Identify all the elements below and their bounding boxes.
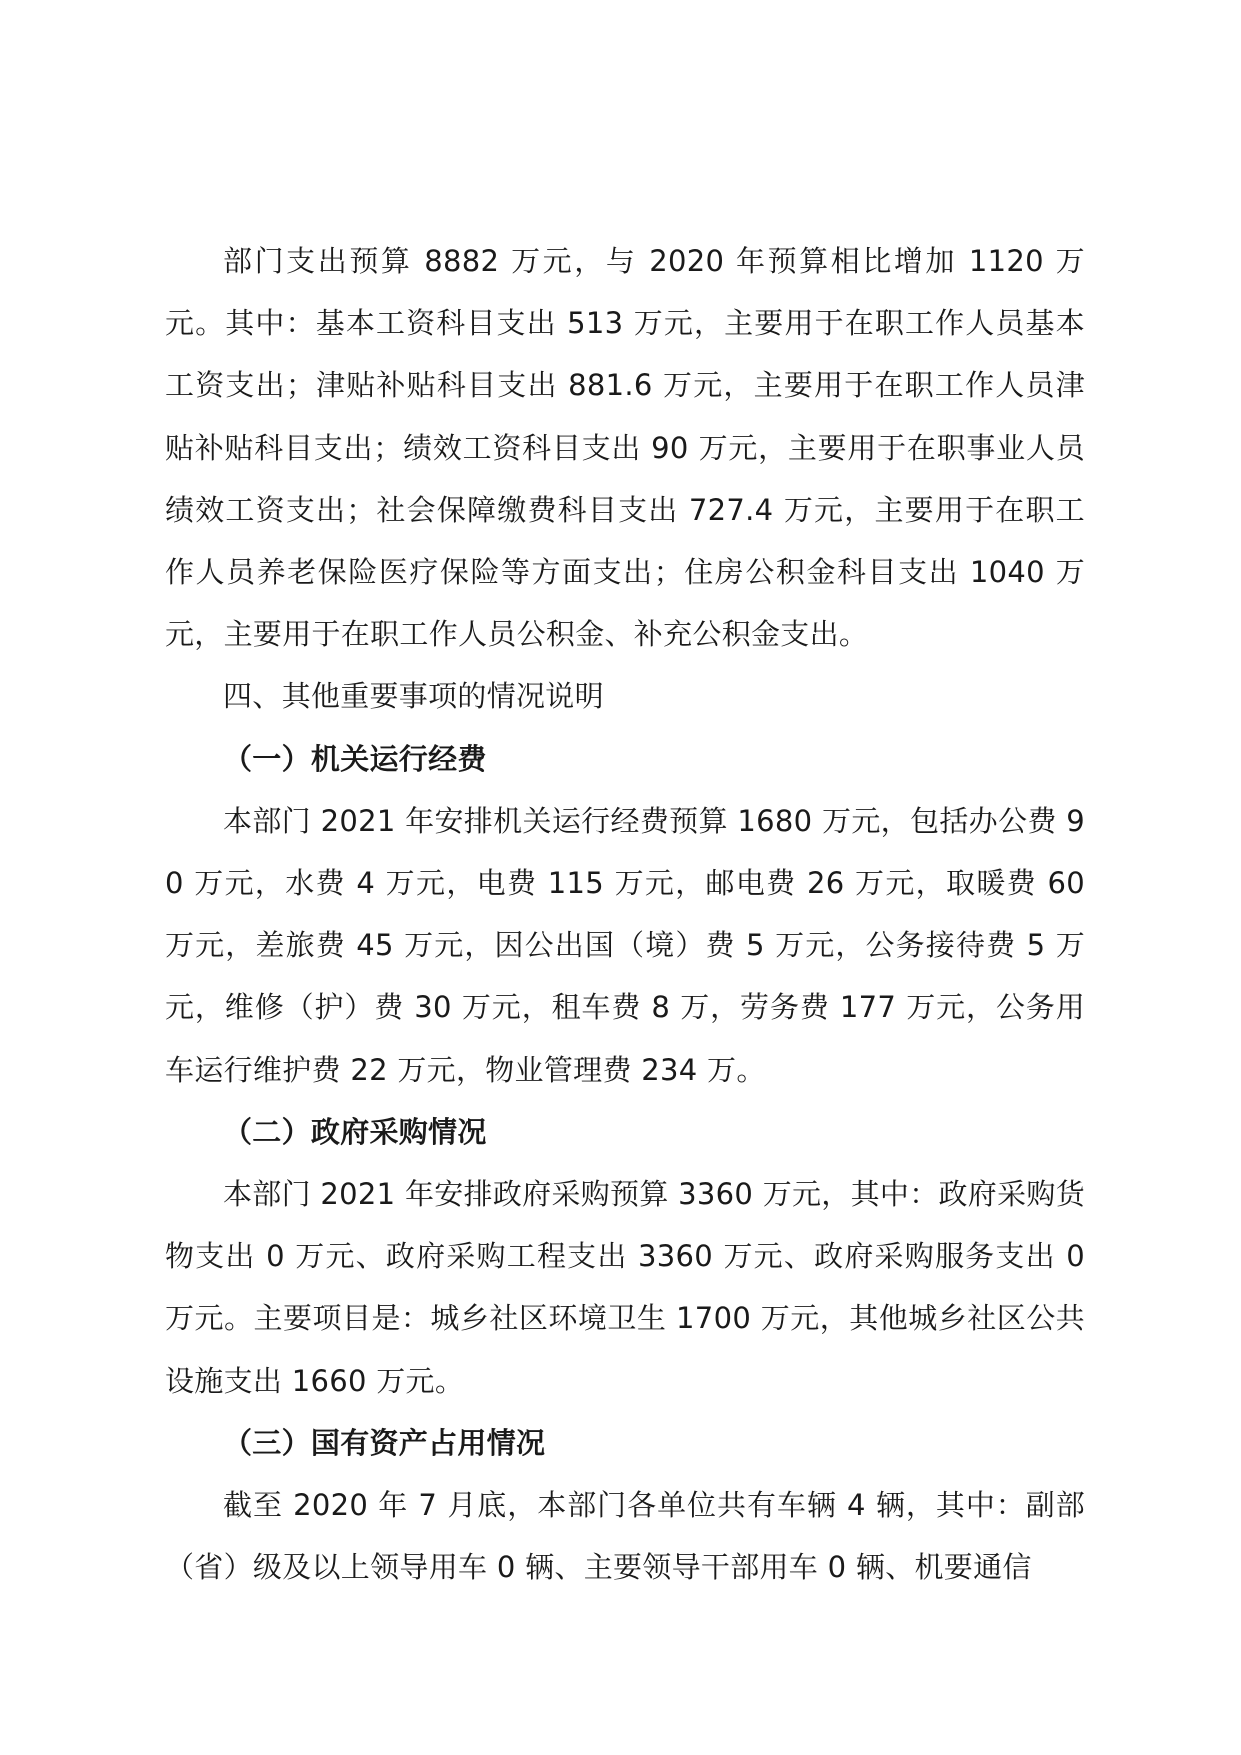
section-title-other-important-matters: 四、其他重要事项的情况说明 (223, 679, 604, 714)
paragraph-government-procurement: 本部门 2021 年安排政府采购预算 3360 万元，其中：政府采购货物支出 0 万元、政府采购工程支出 3360 万元、政府采购服务支出 0 万元。主要项目是：城乡社区环境卫生 1700 万元，其他城乡社区公共设施支出 1660 万元。 (165, 1177, 1085, 1398)
paragraph-office-operating-expenses: 本部门 2021 年安排机关运行经费预算 1680 万元，包括办公费 90 万元，水费 4 万元，电费 115 万元，邮电费 26 万元，取暖费 60 万元，差旅费 45 万元，因公出国（境）费 5 万元，公务接待费 5 万元，维修（护）费 30 万元，租车费 8 万，劳务费 177 万元，公务用车运行维护费 22 万元，物业管理费 234 万。 (165, 803, 1085, 1087)
heading-state-owned-assets: （三）国有资产占用情况 (223, 1425, 546, 1460)
heading-office-operating-expenses: （一）机关运行经费 (223, 741, 487, 776)
paragraph-state-owned-assets: 截至 2020 年 7 月底，本部门各单位共有车辆 4 辆，其中：副部（省）级及以上领导用车 0 辆、主要领导干部用车 0 辆、机要通信 (165, 1488, 1085, 1585)
heading-government-procurement: （二）政府采购情况 (223, 1114, 487, 1149)
paragraph-department-expenditure-budget: 部门支出预算 8882 万元，与 2020 年预算相比增加 1120 万元。其中：基本工资科目支出 513 万元，主要用于在职工作人员基本工资支出；津贴补贴科目支出 881.6 万元，主要用于在职工作人员津贴补贴科目支出；绩效工资科目支出 90 万元，主要用于在职事业人员绩效工资支出；社会保障缴费科目支出 727.4 万元，主要用于在职工作人员养老保险医疗保险等方面支出；住房公积金科目支出 1040 万元，主要用于在职工作人员公积金、补充公积金支出。 (165, 244, 1085, 652)
document-body (165, 230, 1085, 1598)
